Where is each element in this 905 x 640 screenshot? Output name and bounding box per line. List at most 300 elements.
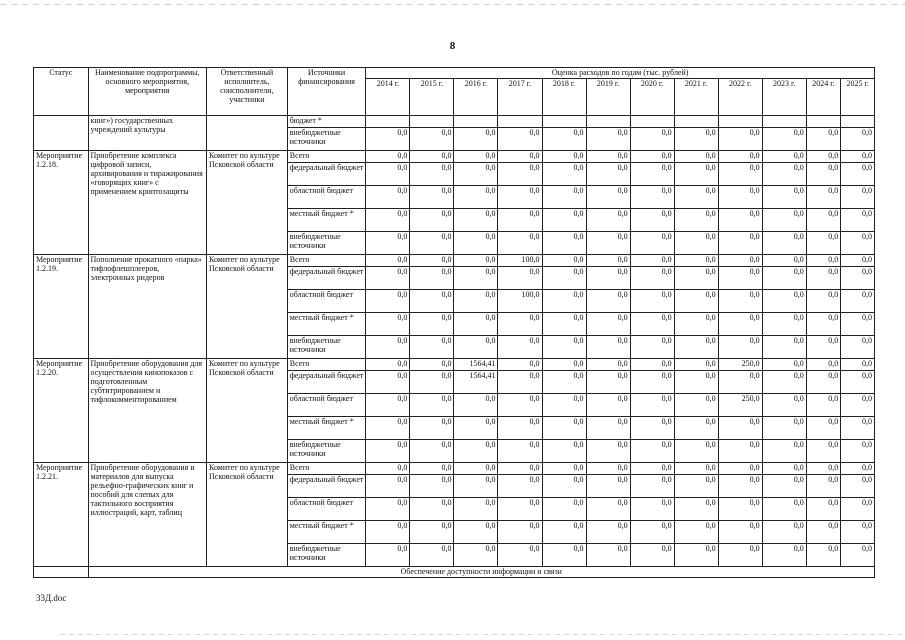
header-year: 2025 г. (841, 79, 875, 116)
value-cell: 0,0 (410, 255, 454, 267)
value-cell: 0,0 (630, 313, 674, 336)
value-cell: 0,0 (762, 163, 806, 186)
value-cell: 250,0 (718, 359, 762, 371)
value-cell: 0,0 (630, 463, 674, 475)
activity-name: книг») государственных учреждений культуры (88, 116, 206, 151)
value-cell: 0,0 (718, 313, 762, 336)
value-cell: 0,0 (498, 128, 542, 151)
scan-artifact-bottom (60, 634, 905, 635)
value-cell: 0,0 (410, 521, 454, 544)
value-cell: 0,0 (366, 151, 410, 163)
value-cell: 0,0 (841, 336, 875, 359)
value-cell: 0,0 (454, 128, 498, 151)
value-cell: 0,0 (630, 209, 674, 232)
value-cell: 100,0 (498, 255, 542, 267)
value-cell: 0,0 (498, 521, 542, 544)
value-cell (410, 116, 454, 128)
value-cell: 0,0 (542, 498, 586, 521)
value-cell: 0,0 (630, 371, 674, 394)
value-cell: 0,0 (542, 186, 586, 209)
value-cell: 0,0 (454, 313, 498, 336)
value-cell: 0,0 (586, 475, 630, 498)
value-cell: 0,0 (806, 417, 841, 440)
value-cell: 0,0 (542, 359, 586, 371)
value-cell (454, 116, 498, 128)
value-cell (841, 116, 875, 128)
value-cell: 0,0 (806, 255, 841, 267)
value-cell: 0,0 (674, 336, 718, 359)
value-cell: 0,0 (410, 463, 454, 475)
footer-filename: 33Д.doc (36, 593, 67, 603)
header-year: 2014 г. (366, 79, 410, 116)
value-cell: 0,0 (674, 186, 718, 209)
value-cell: 0,0 (410, 232, 454, 255)
value-cell: 0,0 (586, 290, 630, 313)
activity-name: Приобретение оборудования и материалов для выпуска рельефно-графических книг и пособий для слепых для тактильного восприятия иллюстраций, карт, таблиц (88, 463, 206, 567)
value-cell: 0,0 (674, 544, 718, 567)
source-cell: Всего (287, 359, 366, 371)
value-cell: 0,0 (542, 394, 586, 417)
source-cell: местный бюджет * (287, 209, 366, 232)
value-cell: 0,0 (542, 290, 586, 313)
value-cell: 0,0 (762, 417, 806, 440)
value-cell: 0,0 (806, 290, 841, 313)
value-cell: 0,0 (454, 463, 498, 475)
value-cell: 0,0 (454, 163, 498, 186)
value-cell: 0,0 (542, 475, 586, 498)
value-cell: 0,0 (586, 371, 630, 394)
source-cell: областной бюджет (287, 498, 366, 521)
value-cell: 0,0 (718, 463, 762, 475)
value-cell: 0,0 (806, 232, 841, 255)
value-cell: 0,0 (806, 498, 841, 521)
value-cell: 0,0 (674, 267, 718, 290)
value-cell: 0,0 (498, 417, 542, 440)
value-cell: 0,0 (454, 267, 498, 290)
value-cell: 0,0 (630, 417, 674, 440)
value-cell: 0,0 (454, 394, 498, 417)
value-cell: 0,0 (498, 313, 542, 336)
value-cell: 0,0 (586, 255, 630, 267)
value-cell: 0,0 (762, 255, 806, 267)
value-cell (806, 116, 841, 128)
value-cell: 0,0 (498, 163, 542, 186)
source-cell: внебюджетные источники (287, 232, 366, 255)
activity-status: Мероприятие 1.2.20. (34, 359, 89, 463)
value-cell: 0,0 (542, 267, 586, 290)
value-cell: 0,0 (674, 313, 718, 336)
header-row-1 (34, 68, 875, 79)
value-cell: 0,0 (366, 186, 410, 209)
header-year: 2019 г. (586, 79, 630, 116)
value-cell: 0,0 (674, 209, 718, 232)
value-cell: 0,0 (630, 475, 674, 498)
value-cell: 0,0 (674, 498, 718, 521)
value-cell (498, 116, 542, 128)
value-cell: 0,0 (841, 163, 875, 186)
source-cell: внебюджетные источники (287, 336, 366, 359)
value-cell: 0,0 (762, 209, 806, 232)
value-cell: 0,0 (630, 267, 674, 290)
value-cell: 0,0 (630, 498, 674, 521)
value-cell: 0,0 (586, 394, 630, 417)
value-cell: 0,0 (498, 336, 542, 359)
value-cell: 0,0 (366, 417, 410, 440)
value-cell: 0,0 (718, 232, 762, 255)
value-cell: 0,0 (498, 440, 542, 463)
value-cell: 0,0 (806, 336, 841, 359)
value-cell: 0,0 (586, 359, 630, 371)
value-cell: 0,0 (366, 267, 410, 290)
value-cell: 0,0 (542, 521, 586, 544)
header-sources: Источники финансирования (287, 68, 366, 116)
header-responsible: Ответственный исполнитель, соисполнители, участники (207, 68, 288, 116)
value-cell: 0,0 (762, 371, 806, 394)
source-cell: местный бюджет * (287, 313, 366, 336)
value-cell: 0,0 (366, 232, 410, 255)
value-cell: 1564,41 (454, 371, 498, 394)
value-cell: 0,0 (586, 313, 630, 336)
value-cell: 0,0 (630, 186, 674, 209)
value-cell: 0,0 (410, 267, 454, 290)
value-cell: 0,0 (454, 417, 498, 440)
source-cell: Всего (287, 463, 366, 475)
value-cell: 0,0 (454, 521, 498, 544)
value-cell: 0,0 (586, 128, 630, 151)
source-cell: местный бюджет * (287, 521, 366, 544)
table-row (34, 151, 875, 163)
value-cell: 0,0 (542, 313, 586, 336)
value-cell: 0,0 (410, 371, 454, 394)
value-cell: 0,0 (762, 463, 806, 475)
activity-responsible: Комитет по культуре Псковской области (207, 151, 288, 255)
value-cell: 0,0 (410, 440, 454, 463)
value-cell: 0,0 (542, 255, 586, 267)
source-cell: Всего (287, 255, 366, 267)
value-cell: 0,0 (630, 440, 674, 463)
value-cell: 0,0 (410, 313, 454, 336)
value-cell: 0,0 (718, 417, 762, 440)
source-cell: федеральный бюджет (287, 163, 366, 186)
value-cell: 0,0 (718, 440, 762, 463)
value-cell: 0,0 (718, 498, 762, 521)
value-cell: 0,0 (762, 498, 806, 521)
activity-status: Мероприятие 1.2.19. (34, 255, 89, 359)
value-cell: 0,0 (542, 232, 586, 255)
value-cell: 0,0 (410, 290, 454, 313)
value-cell: 0,0 (762, 521, 806, 544)
value-cell: 0,0 (806, 209, 841, 232)
value-cell: 0,0 (841, 128, 875, 151)
value-cell: 0,0 (366, 359, 410, 371)
value-cell: 0,0 (674, 521, 718, 544)
value-cell: 0,0 (542, 128, 586, 151)
value-cell: 0,0 (542, 163, 586, 186)
value-cell: 0,0 (366, 255, 410, 267)
value-cell: 0,0 (841, 498, 875, 521)
value-cell: 0,0 (718, 544, 762, 567)
value-cell: 0,0 (630, 290, 674, 313)
budget-table (33, 67, 875, 578)
value-cell: 0,0 (366, 394, 410, 417)
value-cell (630, 116, 674, 128)
value-cell: 0,0 (498, 209, 542, 232)
source-cell: федеральный бюджет (287, 267, 366, 290)
value-cell: 0,0 (762, 232, 806, 255)
header-year: 2024 г. (806, 79, 841, 116)
value-cell: 0,0 (410, 498, 454, 521)
value-cell: 0,0 (806, 440, 841, 463)
value-cell: 0,0 (366, 544, 410, 567)
value-cell: 0,0 (454, 498, 498, 521)
value-cell: 0,0 (762, 267, 806, 290)
value-cell: 0,0 (586, 209, 630, 232)
page-number: 8 (449, 40, 456, 52)
section-spacer (34, 567, 89, 578)
value-cell: 0,0 (454, 209, 498, 232)
value-cell: 0,0 (762, 151, 806, 163)
value-cell (366, 116, 410, 128)
value-cell: 0,0 (366, 440, 410, 463)
value-cell: 0,0 (762, 394, 806, 417)
value-cell: 1564,41 (454, 359, 498, 371)
value-cell (586, 116, 630, 128)
value-cell: 0,0 (841, 290, 875, 313)
value-cell: 0,0 (630, 359, 674, 371)
value-cell: 0,0 (674, 128, 718, 151)
value-cell (718, 116, 762, 128)
value-cell: 0,0 (841, 359, 875, 371)
value-cell: 0,0 (366, 521, 410, 544)
header-year: 2020 г. (630, 79, 674, 116)
value-cell: 0,0 (806, 394, 841, 417)
responsible-cell (207, 116, 288, 151)
value-cell: 0,0 (454, 186, 498, 209)
activity-responsible: Комитет по культуре Псковской области (207, 359, 288, 463)
value-cell: 0,0 (586, 163, 630, 186)
value-cell: 0,0 (586, 440, 630, 463)
header-year: 2017 г. (498, 79, 542, 116)
value-cell: 0,0 (718, 336, 762, 359)
status-cell (34, 116, 89, 151)
value-cell: 0,0 (542, 417, 586, 440)
value-cell: 0,0 (498, 186, 542, 209)
value-cell: 0,0 (586, 267, 630, 290)
value-cell: 0,0 (454, 440, 498, 463)
value-cell: 0,0 (410, 417, 454, 440)
value-cell: 0,0 (542, 336, 586, 359)
value-cell: 0,0 (586, 521, 630, 544)
value-cell: 0,0 (841, 151, 875, 163)
value-cell: 0,0 (762, 290, 806, 313)
value-cell: 0,0 (674, 463, 718, 475)
table-row (34, 116, 875, 128)
value-cell: 0,0 (410, 544, 454, 567)
value-cell: 0,0 (762, 336, 806, 359)
value-cell: 0,0 (806, 521, 841, 544)
value-cell: 0,0 (674, 440, 718, 463)
value-cell: 0,0 (841, 463, 875, 475)
source-cell: бюджет * (287, 116, 366, 128)
value-cell: 0,0 (498, 463, 542, 475)
header-year: 2022 г. (718, 79, 762, 116)
value-cell: 0,0 (806, 267, 841, 290)
value-cell: 0,0 (806, 128, 841, 151)
value-cell (762, 116, 806, 128)
value-cell: 0,0 (366, 128, 410, 151)
value-cell (542, 116, 586, 128)
value-cell: 0,0 (841, 186, 875, 209)
value-cell (674, 116, 718, 128)
value-cell: 0,0 (630, 544, 674, 567)
value-cell: 0,0 (542, 209, 586, 232)
value-cell: 0,0 (674, 475, 718, 498)
table-row (34, 359, 875, 371)
section-row (34, 567, 875, 578)
value-cell: 0,0 (498, 267, 542, 290)
value-cell: 0,0 (454, 290, 498, 313)
value-cell: 0,0 (841, 544, 875, 567)
source-cell: областной бюджет (287, 290, 366, 313)
value-cell: 0,0 (498, 544, 542, 567)
value-cell: 0,0 (841, 521, 875, 544)
value-cell: 0,0 (806, 359, 841, 371)
value-cell: 0,0 (542, 440, 586, 463)
value-cell: 0,0 (586, 336, 630, 359)
value-cell: 0,0 (586, 498, 630, 521)
value-cell: 0,0 (806, 463, 841, 475)
value-cell: 0,0 (762, 313, 806, 336)
value-cell: 0,0 (674, 232, 718, 255)
value-cell: 0,0 (454, 151, 498, 163)
value-cell: 0,0 (630, 232, 674, 255)
value-cell: 0,0 (630, 394, 674, 417)
value-cell: 0,0 (498, 359, 542, 371)
value-cell: 0,0 (498, 232, 542, 255)
header-year: 2023 г. (762, 79, 806, 116)
value-cell: 0,0 (674, 163, 718, 186)
value-cell: 0,0 (410, 475, 454, 498)
value-cell: 0,0 (454, 232, 498, 255)
value-cell: 0,0 (841, 417, 875, 440)
value-cell: 0,0 (586, 186, 630, 209)
value-cell: 0,0 (841, 232, 875, 255)
section-title: Обеспечение доступности информации и связи (88, 567, 874, 578)
header-year: 2018 г. (542, 79, 586, 116)
value-cell: 0,0 (410, 128, 454, 151)
value-cell: 0,0 (542, 544, 586, 567)
value-cell: 0,0 (674, 359, 718, 371)
source-cell: внебюджетные источники (287, 544, 366, 567)
value-cell: 0,0 (718, 475, 762, 498)
source-cell: внебюджетные источники (287, 440, 366, 463)
value-cell: 0,0 (498, 475, 542, 498)
value-cell: 0,0 (630, 163, 674, 186)
value-cell: 0,0 (806, 371, 841, 394)
value-cell: 0,0 (806, 475, 841, 498)
activity-name: Пополнение прокатного «парка» тифлофлешплееров, электронных ридеров (88, 255, 206, 359)
value-cell: 0,0 (630, 128, 674, 151)
table-body (34, 116, 875, 578)
value-cell: 0,0 (718, 128, 762, 151)
value-cell: 0,0 (718, 186, 762, 209)
value-cell: 0,0 (454, 544, 498, 567)
source-cell: федеральный бюджет (287, 371, 366, 394)
value-cell: 0,0 (410, 209, 454, 232)
value-cell: 0,0 (366, 313, 410, 336)
value-cell: 0,0 (718, 255, 762, 267)
value-cell: 0,0 (674, 371, 718, 394)
value-cell: 0,0 (841, 255, 875, 267)
value-cell: 0,0 (366, 475, 410, 498)
value-cell: 0,0 (630, 151, 674, 163)
source-cell: областной бюджет (287, 186, 366, 209)
value-cell: 0,0 (586, 463, 630, 475)
activity-status: Мероприятие 1.2.21. (34, 463, 89, 567)
source-cell: внебюджетные источники (287, 128, 366, 151)
value-cell: 0,0 (718, 371, 762, 394)
source-cell: Всего (287, 151, 366, 163)
value-cell: 0,0 (410, 336, 454, 359)
value-cell: 0,0 (586, 544, 630, 567)
value-cell: 0,0 (718, 521, 762, 544)
value-cell: 0,0 (630, 521, 674, 544)
value-cell: 0,0 (841, 313, 875, 336)
value-cell: 0,0 (806, 151, 841, 163)
value-cell: 0,0 (586, 151, 630, 163)
header-year: 2016 г. (454, 79, 498, 116)
value-cell: 0,0 (586, 417, 630, 440)
header-year: 2015 г. (410, 79, 454, 116)
table-row (34, 463, 875, 475)
value-cell: 0,0 (366, 209, 410, 232)
header-status: Статус (34, 68, 89, 116)
value-cell: 0,0 (410, 359, 454, 371)
value-cell: 0,0 (498, 498, 542, 521)
value-cell: 0,0 (366, 163, 410, 186)
value-cell: 0,0 (718, 151, 762, 163)
header-name: Наименование подпрограммы, основного мероприятия, мероприятия (88, 68, 206, 116)
value-cell: 0,0 (366, 463, 410, 475)
source-cell: местный бюджет * (287, 417, 366, 440)
header-year: 2021 г. (674, 79, 718, 116)
value-cell: 0,0 (762, 186, 806, 209)
value-cell: 0,0 (454, 336, 498, 359)
activity-responsible: Комитет по культуре Псковской области (207, 255, 288, 359)
value-cell: 0,0 (410, 186, 454, 209)
value-cell: 0,0 (762, 440, 806, 463)
value-cell: 0,0 (410, 394, 454, 417)
value-cell: 0,0 (366, 498, 410, 521)
value-cell: 0,0 (410, 163, 454, 186)
value-cell: 0,0 (841, 394, 875, 417)
value-cell: 0,0 (841, 267, 875, 290)
value-cell: 0,0 (630, 336, 674, 359)
value-cell: 0,0 (586, 232, 630, 255)
value-cell: 0,0 (841, 440, 875, 463)
value-cell: 0,0 (806, 313, 841, 336)
value-cell: 0,0 (366, 336, 410, 359)
value-cell: 0,0 (674, 417, 718, 440)
header-estimate: Оценка расходов по годам (тыс. рублей) (366, 68, 875, 79)
value-cell: 0,0 (410, 151, 454, 163)
activity-name: Приобретение комплекса цифровой записи, архивирования и тиражирования «говорящих книг» с применением криптозащиты (88, 151, 206, 255)
scan-artifact-top (0, 4, 905, 5)
value-cell: 0,0 (762, 359, 806, 371)
source-cell: федеральный бюджет (287, 475, 366, 498)
value-cell: 0,0 (841, 209, 875, 232)
value-cell: 0,0 (630, 255, 674, 267)
